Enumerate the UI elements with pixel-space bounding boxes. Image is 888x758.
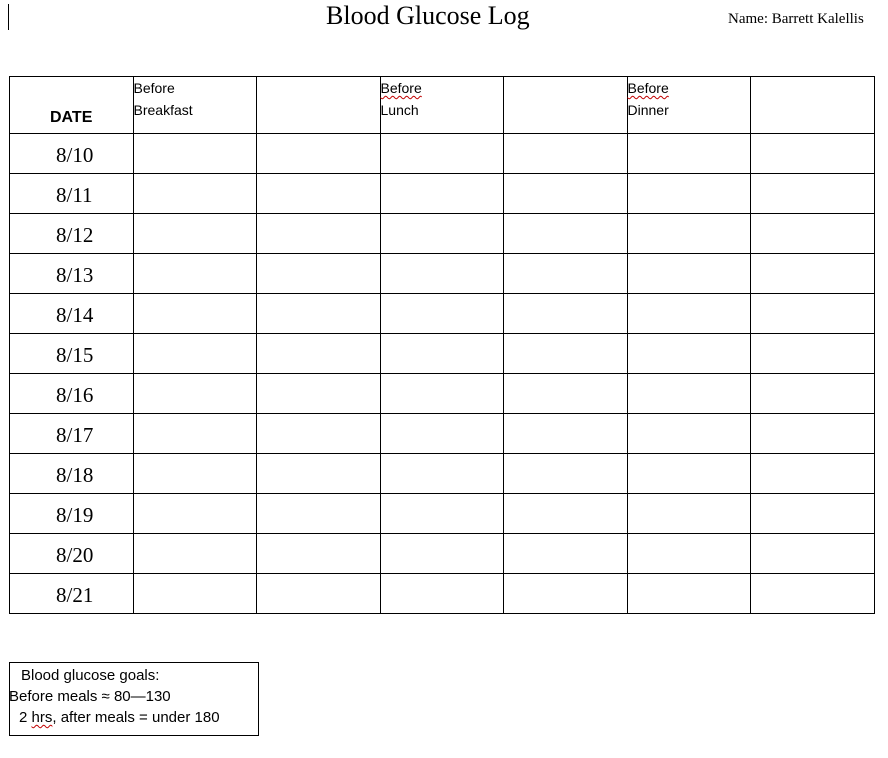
reading-cell[interactable] (504, 454, 628, 494)
page-title: Blood Glucose Log (326, 1, 530, 30)
header-blank-2[interactable] (504, 77, 628, 134)
table-row (10, 294, 875, 334)
reading-cell[interactable] (257, 494, 381, 534)
table-body (10, 134, 875, 614)
reading-cell[interactable] (133, 174, 257, 214)
reading-cell[interactable] (751, 254, 875, 294)
date-cell: 8/17 (10, 414, 134, 454)
reading-cell[interactable] (380, 174, 504, 214)
reading-cell[interactable] (751, 534, 875, 574)
reading-cell[interactable] (504, 214, 628, 254)
date-cell: 8/14 (10, 294, 134, 334)
reading-cell[interactable] (504, 534, 628, 574)
goals-after-hrs: hrs (31, 709, 53, 726)
header-before-lunch-line2: Lunch (380, 102, 419, 118)
table-row (10, 254, 875, 294)
reading-cell[interactable] (751, 574, 875, 614)
reading-cell[interactable] (257, 454, 381, 494)
reading-cell[interactable] (751, 454, 875, 494)
reading-cell[interactable] (380, 214, 504, 254)
date-cell: 8/18 (10, 454, 134, 494)
text-cursor (8, 4, 9, 30)
glucose-goals-box (9, 662, 259, 736)
reading-cell[interactable] (257, 374, 381, 414)
reading-cell[interactable] (133, 334, 257, 374)
reading-cell[interactable] (751, 374, 875, 414)
header-before-breakfast-line1: Before (133, 80, 175, 96)
reading-cell[interactable] (504, 374, 628, 414)
reading-cell[interactable] (257, 134, 381, 174)
reading-cell[interactable] (133, 454, 257, 494)
reading-cell[interactable] (504, 494, 628, 534)
table-row (10, 334, 875, 374)
date-cell: 8/16 (10, 374, 134, 414)
reading-cell[interactable] (133, 534, 257, 574)
reading-cell[interactable] (133, 214, 257, 254)
table-row (10, 494, 875, 534)
reading-cell[interactable] (133, 254, 257, 294)
reading-cell[interactable] (133, 574, 257, 614)
date-cell: 8/20 (10, 534, 134, 574)
reading-cell[interactable] (751, 134, 875, 174)
reading-cell[interactable] (504, 174, 628, 214)
reading-cell[interactable] (751, 334, 875, 374)
table-row (10, 214, 875, 254)
table-row (10, 574, 875, 614)
header-before-dinner-line2: Dinner (627, 102, 669, 118)
date-cell: 8/13 (10, 254, 134, 294)
reading-cell[interactable] (751, 494, 875, 534)
reading-cell[interactable] (257, 574, 381, 614)
date-cell: 8/21 (10, 574, 134, 614)
glucose-log-table (9, 76, 875, 614)
date-cell: 8/11 (10, 174, 134, 214)
table-header-row (10, 77, 875, 134)
reading-cell[interactable] (380, 534, 504, 574)
reading-cell[interactable] (380, 574, 504, 614)
header-before-lunch (380, 77, 504, 134)
header-before-breakfast-line2: Breakfast (133, 102, 193, 118)
goals-after-suffix: , after meals = under 180 (52, 709, 220, 726)
reading-cell[interactable] (257, 254, 381, 294)
reading-cell[interactable] (504, 294, 628, 334)
reading-cell[interactable] (504, 254, 628, 294)
date-cell: 8/10 (10, 134, 134, 174)
reading-cell[interactable] (627, 534, 751, 574)
table-row (10, 134, 875, 174)
table-row (10, 534, 875, 574)
table-row (10, 414, 875, 454)
header-before-dinner (627, 77, 751, 134)
reading-cell[interactable] (627, 214, 751, 254)
reading-cell[interactable] (133, 374, 257, 414)
patient-name[interactable]: Name: Barrett Kalellis (728, 11, 864, 27)
reading-cell[interactable] (627, 134, 751, 174)
reading-cell[interactable] (380, 134, 504, 174)
date-cell: 8/12 (10, 214, 134, 254)
reading-cell[interactable] (257, 294, 381, 334)
table-row (10, 174, 875, 214)
reading-cell[interactable] (627, 574, 751, 614)
reading-cell[interactable] (257, 534, 381, 574)
reading-cell[interactable] (504, 134, 628, 174)
reading-cell[interactable] (133, 294, 257, 334)
reading-cell[interactable] (257, 414, 381, 454)
reading-cell[interactable] (380, 254, 504, 294)
reading-cell[interactable] (751, 214, 875, 254)
reading-cell[interactable] (627, 414, 751, 454)
reading-cell[interactable] (380, 414, 504, 454)
reading-cell[interactable] (380, 294, 504, 334)
reading-cell[interactable] (257, 214, 381, 254)
reading-cell[interactable] (257, 174, 381, 214)
header-before-lunch-line1: Before (380, 80, 422, 96)
reading-cell[interactable] (627, 494, 751, 534)
reading-cell[interactable] (133, 414, 257, 454)
reading-cell[interactable] (380, 334, 504, 374)
reading-cell[interactable] (257, 334, 381, 374)
reading-cell[interactable] (627, 454, 751, 494)
date-cell: 8/15 (10, 334, 134, 374)
reading-cell[interactable] (504, 414, 628, 454)
reading-cell[interactable] (133, 494, 257, 534)
date-cell: 8/19 (10, 494, 134, 534)
header-date: DATE (10, 77, 134, 134)
reading-cell[interactable] (751, 294, 875, 334)
goals-before-meals: Before meals ≈ 80—130 (9, 688, 171, 705)
reading-cell[interactable] (751, 414, 875, 454)
reading-cell[interactable] (504, 574, 628, 614)
header-before-dinner-line1: Before (627, 80, 669, 96)
goals-after-prefix: 2 (19, 709, 32, 726)
goals-heading: Blood glucose goals: (21, 667, 160, 684)
reading-cell[interactable] (627, 334, 751, 374)
table-row (10, 374, 875, 414)
reading-cell[interactable] (380, 454, 504, 494)
reading-cell[interactable] (133, 134, 257, 174)
table-row (10, 454, 875, 494)
header-blank-3[interactable] (751, 77, 875, 134)
reading-cell[interactable] (627, 294, 751, 334)
reading-cell[interactable] (627, 174, 751, 214)
reading-cell[interactable] (627, 374, 751, 414)
reading-cell[interactable] (380, 494, 504, 534)
reading-cell[interactable] (751, 174, 875, 214)
goals-after-meals (19, 707, 220, 728)
header-blank-1[interactable] (257, 77, 381, 134)
reading-cell[interactable] (504, 334, 628, 374)
reading-cell[interactable] (627, 254, 751, 294)
reading-cell[interactable] (380, 374, 504, 414)
header-before-breakfast (133, 77, 257, 134)
